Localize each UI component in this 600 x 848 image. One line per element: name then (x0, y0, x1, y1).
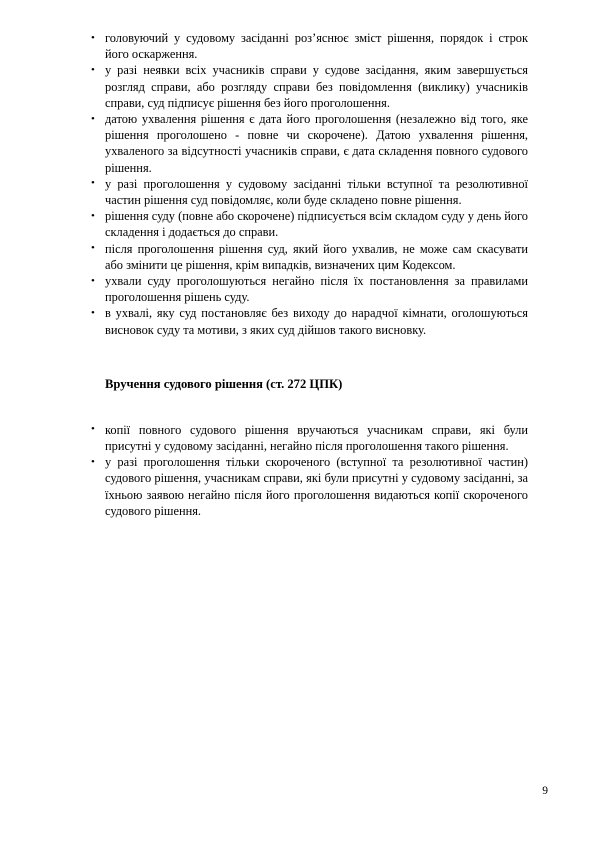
list-item: • у разі неявки всіх учасників справи у судове засідання, яким завершується розгляд справи, або розгляду справи без повідомлення (виклику) учасників справи, суд підписує рішення без його проголошення. (72, 62, 528, 111)
page-content (72, 30, 528, 519)
list-item: • ухвали суду проголошуються негайно після їх постановлення за правилами проголошення рішень суду. (72, 273, 528, 305)
list-item: • у разі проголошення у судовому засіданні тільки вступної та резолютивної частин рішення суд повідомляє, коли буде складено повне рішення. (72, 176, 528, 208)
list-item: • копії повного судового рішення вручаються учасникам справи, які були присутні у судовому засіданні, негайно після проголошення такого рішення. (72, 422, 528, 454)
heading-spacer (72, 392, 528, 422)
section-spacer (72, 338, 528, 376)
list-item: • у разі проголошення тільки скороченого (вступної та резолютивної частин) судового рішення, учасникам справи, які були присутні у судовому засіданні, за їхньою заявою негайно після його проголошення видаються копії скороченого судового рішення. (72, 454, 528, 519)
page-number: 9 (542, 785, 548, 797)
list-item: • датою ухвалення рішення є дата його проголошення (незалежно від того, яке рішення проголошено - повне чи скорочене). Датою ухвалення рішення, ухваленого за відсутності учасників справи, є дата складення повного судового рішення. (72, 111, 528, 176)
bullet-list-service (72, 422, 528, 519)
list-item: • головуючий у судовому засіданні роз’яснює зміст рішення, порядок і строк його оскарження. (72, 30, 528, 62)
list-item: • рішення суду (повне або скорочене) підписується всім складом суду у день його складення і додається до справи. (72, 208, 528, 240)
list-item: • в ухвалі, яку суд постановляє без виходу до нарадчої кімнати, оголошуються висновок суду та мотиви, з яких суд дійшов такого висновку. (72, 305, 528, 337)
bullet-list-proclamation (72, 30, 528, 338)
list-item: • після проголошення рішення суд, який його ухвалив, не може сам скасувати або змінити це рішення, крім випадків, визначених цим Кодексом. (72, 241, 528, 273)
section-heading-service: Вручення судового рішення (ст. 272 ЦПК) (105, 376, 343, 391)
